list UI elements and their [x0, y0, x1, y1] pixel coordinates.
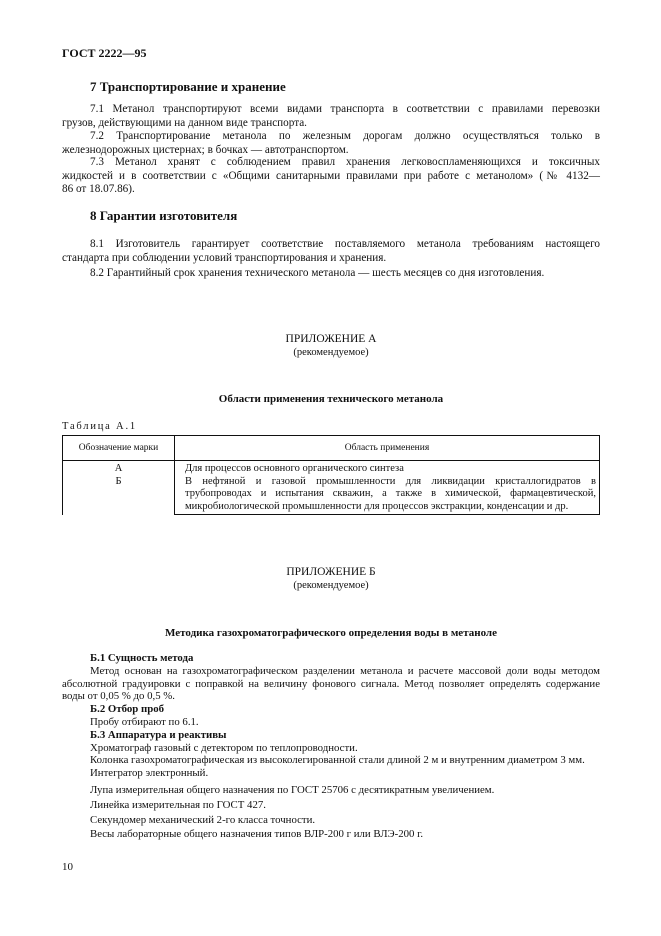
column-header-area: Область применения	[175, 436, 600, 461]
b3-item: Весы лабораторные общего назначения типов ВЛР-200 г или ВЛЭ-200 г.	[90, 828, 424, 841]
paragraph-8-1: 8.1 Изготовитель гарантирует соответствие поставляемого метанола требованиям настоящего стандарта при соблюдении условий транспортирования и хранения.	[62, 238, 600, 264]
application-area: Для процессов основного органического синтеза	[185, 463, 404, 474]
b3-item: Лупа измерительная общего назначения по ГОСТ 25706 с десятикратным увеличением.	[90, 783, 495, 796]
appendix-b-body	[62, 652, 600, 841]
appendix-a-heading	[62, 333, 600, 359]
paragraph-8-2: 8.2 Гарантийный срок хранения технического метанола — шесть месяцев со дня изготовления.	[90, 267, 545, 279]
paragraph-7-2: 7.2 Транспортирование метанола по железным дорогам должно осуществляться только в железнодорожных цистернах; в бочках — автотранспортом.	[62, 130, 600, 156]
appendix-b-subtitle: (рекомендуемое)	[293, 580, 369, 591]
table-label: Таблица А.1	[62, 421, 137, 432]
b3-item: Линейка измерительная по ГОСТ 427.	[90, 798, 266, 811]
b1-line: Метод основан на газохроматографическом разделении метанола и расчете массовой доли воды методом	[90, 664, 600, 677]
page-number: 10	[62, 861, 73, 873]
appendix-a-title: ПРИЛОЖЕНИЕ А	[285, 333, 377, 345]
document-header: ГОСТ 2222—95	[62, 46, 147, 60]
grade-application-table	[62, 435, 600, 515]
appendix-b-title: ПРИЛОЖЕНИЕ Б	[286, 566, 376, 578]
paragraph-7-3: 7.3 Метанол хранят с соблюдением правил хранения легковоспламеняющихся и токсичных жидкостей и в соответствии с «Общими санитарными правилами при работе с метанолом» (№ 4132— 86 от 18.07.86).	[62, 156, 600, 196]
b3-title: Б.3 Аппаратура и реактивы	[90, 728, 227, 741]
application-area: В нефтяной и газовой промышленности для ликвидации кристаллогидратов в трубопроводах и испытания скважин, а также в химической, фармацевтической, микробиологической промышленности для процессов экстракции, конденсации и др.	[185, 475, 596, 512]
b2-text: Пробу отбирают по 6.1.	[90, 715, 199, 728]
column-header-grade: Обозначение марки	[63, 436, 175, 461]
appendix-a-subtitle: (рекомендуемое)	[293, 347, 369, 358]
grade-code: А	[114, 463, 123, 474]
table-row	[63, 461, 600, 515]
b1-line: абсолютной градуировки с поправкой на величину фонового сигнала. Метод позволяет определять содержание	[62, 677, 600, 690]
b3-item: Колонка газохроматографическая из высоколегированной стали длиной 2 м и внутренним диаметром 3 мм.	[90, 754, 585, 767]
b3-item: Хроматограф газовый с детектором по теплопроводности.	[90, 741, 358, 754]
appendix-b-heading	[62, 566, 600, 592]
appendix-b-caption: Методика газохроматографического определения воды в метаноле	[165, 627, 497, 639]
b1-line: воды от 0,05 % до 0,5 %.	[62, 690, 175, 703]
paragraph-7-1: 7.1 Метанол транспортируют всеми видами транспорта в соответствии с правилами перевозки грузов, действующими на данном виде транспорта.	[62, 103, 600, 129]
section-7-title: 7 Транспортирование и хранение	[90, 79, 286, 94]
b2-title: Б.2 Отбор проб	[90, 703, 165, 716]
appendix-a-caption: Области применения технического метанола	[218, 393, 444, 405]
b3-item: Секундомер механический 2-го класса точности.	[90, 813, 316, 826]
grade-code: Б	[115, 475, 122, 487]
b1-title: Б.1 Сущность метода	[90, 652, 194, 664]
section-8-title: 8 Гарантии изготовителя	[90, 208, 238, 223]
b3-item: Интегратор электронный.	[90, 767, 209, 780]
table-header-row	[63, 436, 600, 461]
